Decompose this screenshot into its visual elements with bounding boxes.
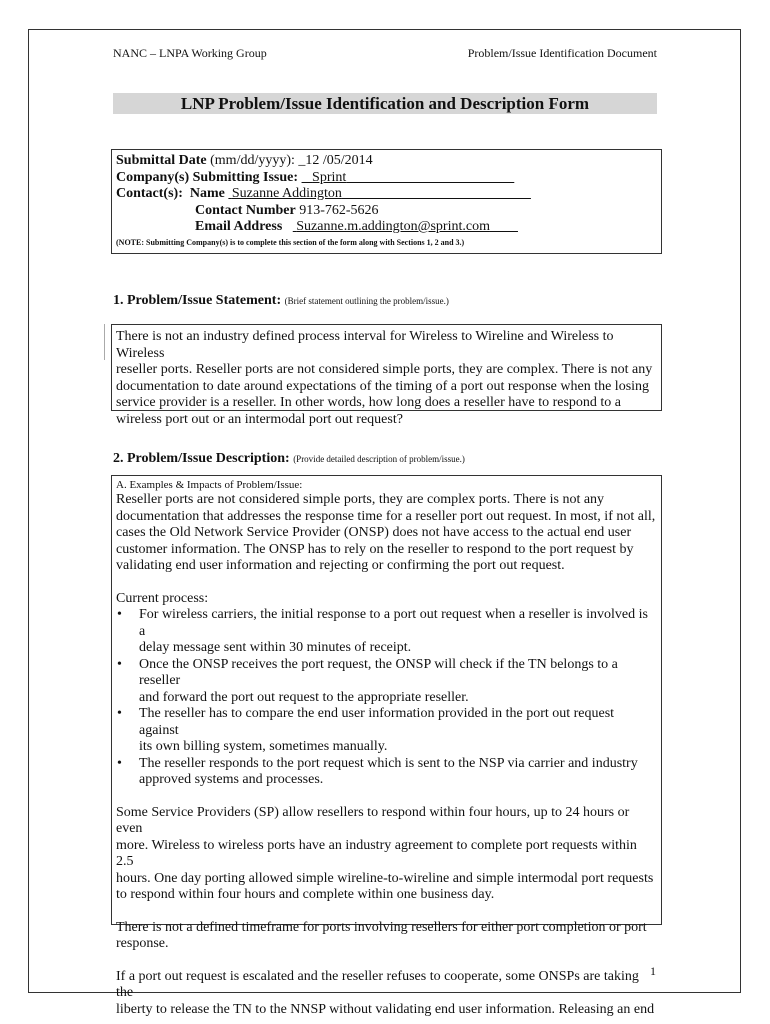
page-number: 1 — [650, 964, 656, 978]
section2-hint: (Provide detailed description of problem/issue.) — [293, 454, 465, 464]
bullet-icon: • — [117, 706, 122, 721]
statement-line: documentation to date around expectations of the timing of a port out response when the losing — [116, 378, 650, 394]
problem-description-box — [111, 475, 662, 1017]
section1-hint: (Brief statement outlining the problem/issue.) — [284, 296, 449, 306]
process-item: • For wireless carriers, the initial response to a port out request when a reseller is involved is a delay message sent within 30 minutes of receipt. — [117, 607, 648, 655]
statement-line: service provider is a reseller. In other words, how long does a reseller have to respond to a — [116, 395, 622, 410]
submittal-box — [111, 149, 662, 254]
statement-line: reseller ports. Reseller ports are not considered simple ports, they are complex. There is not any — [116, 362, 653, 377]
statement-line: There is not an industry defined process interval for Wireless to Wireline and Wireless to Wireless — [116, 329, 614, 361]
header-right: Problem/Issue Identification Document — [467, 46, 657, 60]
description-paragraph: If a port out request is escalated and the reseller refuses to cooperate, some ONSPs are taking the liberty to release the TN to the NNSP without validating end user information. Releasing an end — [116, 968, 655, 1017]
contacts-label: Contact(s): — [116, 186, 183, 201]
email-label: Email Address — [195, 219, 283, 234]
contact-number-value: 913-762-5626 — [299, 202, 379, 218]
process-item: • The reseller responds to the port request which is sent to the NSP via carrier and industry approved systems and processes. — [117, 755, 638, 787]
header-left: NANC – LNPA Working Group — [113, 46, 267, 60]
email-row — [116, 219, 657, 236]
description-paragraph: There is not a defined timeframe for ports involving resellers for either port completion or port response. — [116, 919, 647, 951]
current-process-label: Current process: — [116, 590, 209, 606]
company-value: Sprint — [312, 169, 347, 185]
problem-statement-box — [111, 324, 662, 427]
revision-marker — [104, 324, 108, 360]
process-item: • Once the ONSP receives the port request, the ONSP will check if the TN belongs to a reseller and forward the port out request to the appropriate reseller. — [117, 656, 618, 705]
contact-number-label: Contact Number — [195, 202, 296, 218]
submittal-note: (NOTE: Submitting Company(s) is to complete this section of the form along with Sections 1, 2 and 3.) — [116, 237, 465, 247]
submittal-date-row — [116, 153, 657, 170]
process-item: • The reseller has to compare the end user information provided in the port out request against its own billing system, sometimes manually. — [117, 706, 615, 754]
date-format: (mm/dd/yyyy): — [210, 153, 295, 168]
bullet-icon: • — [117, 607, 122, 622]
contact-number-row — [116, 203, 657, 220]
process-list — [116, 607, 657, 789]
bullet-icon: • — [117, 755, 122, 771]
form-title: LNP Problem/Issue Identification and Description Form — [113, 93, 657, 114]
examples-subheading: A. Examples & Impacts of Problem/Issue: — [116, 479, 303, 491]
statement-line: wireless port out or an intermodal port out request? — [116, 411, 403, 427]
contact-name-row — [116, 186, 657, 203]
name-label: Name — [189, 186, 225, 201]
company-label: Company(s) Submitting Issue — [116, 169, 294, 185]
section2-heading: 2. Problem/Issue Description: (Provide detailed description of problem/issue.) — [113, 451, 465, 466]
company-row: Company(s) Submitting Issue: Sprint — [116, 170, 657, 187]
name-value: Suzanne Addington — [231, 186, 342, 201]
description-paragraph: Reseller ports are not considered simple ports, they are complex ports. There is not any documentation that addresses the response time for a reseller port out request. In most, if not all, cases the Old Network Service Provider (ONSP) does not have access to the actual end user customer information. The ONSP has to rely on the reseller to respond to the port request by validating end user information and rejecting or confirming the port out request. — [116, 492, 656, 573]
submittal-date-value: _12 /05/2014 — [298, 153, 373, 168]
bullet-icon: • — [117, 656, 122, 672]
email-value: Suzanne.m.addington@sprint.com — [296, 219, 490, 234]
submittal-date-label: Submittal Date — [116, 153, 207, 168]
description-paragraph: Some Service Providers (SP) allow resellers to respond within four hours, up to 24 hours or even more. Wireless to wireless ports have an industry agreement to complete port requests within 2.5 hours. One day porting allowed simple wireline-to-wireline and simple intermodal port requests to respond within four hours and complete within one business day. — [116, 804, 654, 902]
section1-heading: 1. Problem/Issue Statement: (Brief statement outlining the problem/issue.) — [113, 293, 449, 308]
